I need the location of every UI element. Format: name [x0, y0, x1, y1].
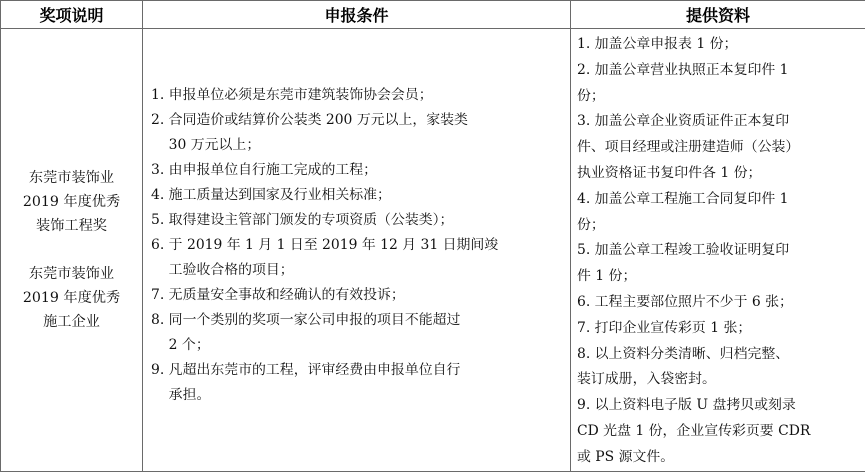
- requirement-text: 于 2019 年 1 月 1 日至 2019 年 12 月 31 日期间竣 工验收合格的项目；: [168, 237, 499, 278]
- requirement-number: 2.: [151, 112, 169, 128]
- award-line: 2019 年度优秀: [22, 290, 121, 306]
- requirement-item: [151, 283, 564, 308]
- requirement-number: 7.: [151, 287, 169, 303]
- requirement-item: [151, 108, 564, 158]
- requirements-list: [151, 83, 564, 408]
- material-item: 1. 加盖公章申报表 1 份；: [577, 36, 738, 52]
- requirement-number: 9.: [151, 362, 169, 378]
- requirement-item: [151, 83, 564, 108]
- header-required-materials: 提供资料: [571, 1, 865, 29]
- requirement-item: [151, 308, 564, 358]
- requirement-text: 无质量安全事故和经确认的有效投诉；: [168, 287, 405, 303]
- requirement-item: [151, 183, 564, 208]
- requirement-number: 3.: [151, 162, 169, 178]
- requirement-text: 同一个类别的奖项一家公司申报的项目不能超过 2 个；: [168, 312, 461, 353]
- material-item: 8. 以上资料分类清晰、归档完整、 装订成册，入袋密封。: [577, 345, 790, 388]
- award-description-cell: [1, 29, 143, 472]
- materials-list: [577, 32, 861, 471]
- award-line: 东莞市装饰业: [28, 170, 115, 186]
- requirement-text: 凡超出东莞市的工程，评审经费由申报单位自行 承担。: [168, 362, 461, 403]
- requirement-item: [151, 233, 564, 283]
- requirement-number: 4.: [151, 187, 169, 203]
- material-item: 3. 加盖公章企业资质证件正本复印 件、项目经理或注册建造师（公装） 执业资格证书复印件各 1 份；: [577, 113, 800, 181]
- requirement-number: 5.: [151, 212, 169, 228]
- material-item: 6. 工程主要部位照片不少于 6 张；: [577, 293, 793, 310]
- award-name-engineering: [5, 166, 138, 238]
- award-name-enterprise: [5, 262, 138, 334]
- required-materials-cell: [571, 29, 865, 472]
- application-conditions-cell: [143, 29, 571, 472]
- award-line: 施工企业: [43, 314, 100, 330]
- award-line: 装饰工程奖: [36, 218, 107, 234]
- award-line: 东莞市装饰业: [28, 266, 115, 282]
- requirement-number: 1.: [151, 87, 169, 103]
- award-line: 2019 年度优秀: [22, 194, 121, 210]
- requirement-text: 合同造价或结算价公装类 200 万元以上，家装类 30 万元以上；: [168, 112, 468, 153]
- content-row: [1, 29, 865, 472]
- material-item: 7. 打印企业宣传彩页 1 张；: [577, 319, 752, 336]
- requirement-text: 施工质量达到国家及行业相关标准；: [168, 187, 391, 203]
- requirement-number: 6.: [151, 237, 169, 253]
- requirement-text: 取得建设主管部门颁发的专项资质（公装类）；: [168, 212, 454, 228]
- material-item: 4. 加盖公章工程施工合同复印件 1 份；: [577, 190, 789, 233]
- requirement-text: 由申报单位自行施工完成的工程；: [168, 162, 378, 178]
- material-item: 5. 加盖公章工程竣工验收证明复印 件 1 份；: [577, 242, 790, 285]
- header-application-conditions: 申报条件: [143, 1, 571, 29]
- requirement-number: 8.: [151, 312, 169, 328]
- requirement-item: [151, 358, 564, 408]
- requirement-item: [151, 158, 564, 183]
- header-row: [1, 1, 865, 29]
- requirement-text: 申报单位必须是东莞市建筑装饰协会会员；: [168, 87, 433, 103]
- requirement-item: [151, 208, 564, 233]
- material-item: 2. 加盖公章营业执照正本复印件 1 份；: [577, 61, 789, 104]
- material-item: 9. 以上资料电子版 U 盘拷贝或刻录 CD 光盘 1 份，企业宣传彩页要 CDR 或 PS 源文件。: [577, 397, 811, 465]
- header-award-description: 奖项说明: [1, 1, 143, 29]
